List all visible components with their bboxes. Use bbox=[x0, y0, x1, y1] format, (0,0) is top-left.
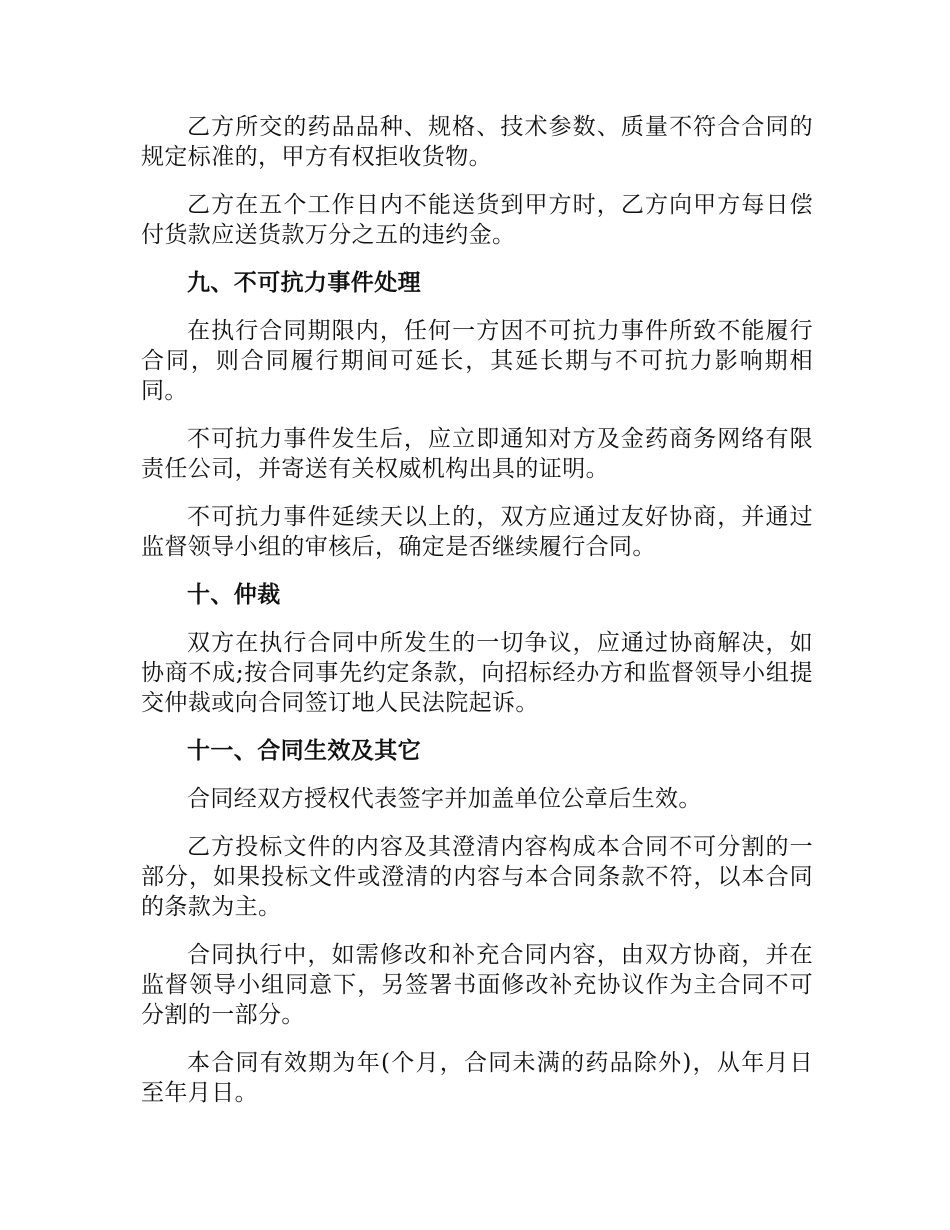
paragraph-amendments: 合同执行中，如需修改和补充合同内容，由双方协商，并在监督领导小组同意下，另签署书面修改补充协议作为主合同不可分割的一部分。 bbox=[141, 942, 813, 1028]
section-heading-force-majeure: 九、不可抗力事件处理 bbox=[187, 269, 421, 296]
paragraph-late-delivery-penalty: 乙方在五个工作日内不能送货到甲方时，乙方向甲方每日偿付货款应送货款万分之五的违约金。 bbox=[141, 192, 813, 248]
paragraph-force-majeure-extension: 在执行合同期限内，任何一方因不可抗力事件所致不能履行合同，则合同履行期间可延长，其延长期与不可抗力影响期相同。 bbox=[141, 318, 813, 404]
paragraph-bid-documents: 乙方投标文件的内容及其澄清内容构成本合同不可分割的一部分，如果投标文件或澄清的内容与本合同条款不符，以本合同的条款为主。 bbox=[141, 834, 813, 920]
document-page bbox=[141, 112, 813, 1126]
paragraph-arbitration: 双方在执行合同中所发生的一切争议，应通过协商解决，如协商不成;按合同事先约定条款，向招标经办方和监督领导小组提交仲裁或向合同签订地人民法院起诉。 bbox=[141, 630, 813, 716]
section-heading-effectiveness: 十一、合同生效及其它 bbox=[187, 737, 421, 764]
paragraph-force-majeure-notice: 不可抗力事件发生后，应立即通知对方及金药商务网络有限责任公司，并寄送有关权威机构出具的证明。 bbox=[141, 426, 813, 482]
paragraph-validity-period: 本合同有效期为年(个月，合同未满的药品除外)，从年月日至年月日。 bbox=[141, 1050, 813, 1106]
paragraph-rejection-clause: 乙方所交的药品品种、规格、技术参数、质量不符合合同的规定标准的，甲方有权拒收货物。 bbox=[141, 114, 813, 170]
section-heading-arbitration: 十、仲裁 bbox=[187, 581, 281, 608]
paragraph-force-majeure-negotiation: 不可抗力事件延续天以上的，双方应通过友好协商，并通过监督领导小组的审核后，确定是否继续履行合同。 bbox=[141, 504, 813, 560]
paragraph-effectiveness: 合同经双方授权代表签字并加盖单位公章后生效。 bbox=[187, 786, 702, 812]
